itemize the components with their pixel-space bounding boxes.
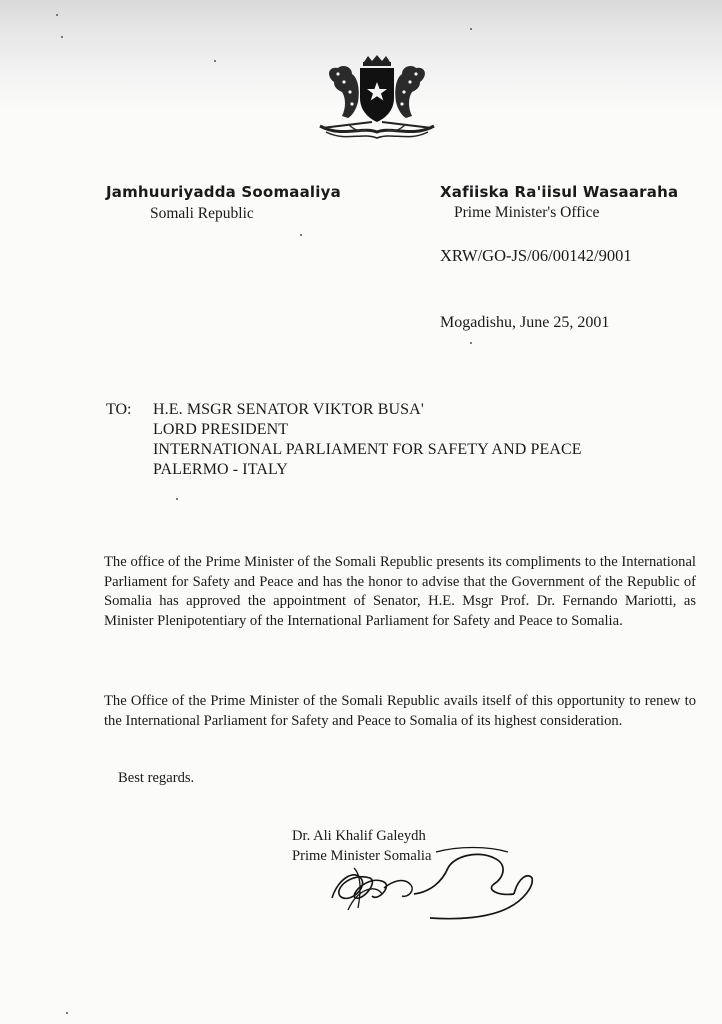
letterhead-pm-office-english: Prime Minister's Office <box>454 204 600 221</box>
recipient-line: INTERNATIONAL PARLIAMENT FOR SAFETY AND PEACE <box>153 441 582 458</box>
coat-of-arms-icon <box>312 52 442 142</box>
letterhead-pm-office-somali: Xafiiska Ra'iisul Wasaaraha <box>440 183 679 201</box>
signatory-title: Prime Minister Somalia <box>292 848 432 864</box>
photocopy-speck <box>300 234 302 236</box>
recipient-line: PALERMO - ITALY <box>153 461 288 478</box>
photocopy-speck <box>214 60 216 62</box>
recipient-line: LORD PRESIDENT <box>153 421 289 438</box>
closing: Best regards. <box>118 770 195 786</box>
letterhead-somali-republic-somali: Jamhuuriyadda Soomaaliya <box>106 183 341 201</box>
photocopy-speck <box>56 14 58 16</box>
reference-number: XRW/GO-JS/06/00142/9001 <box>440 246 632 265</box>
photocopy-speck <box>470 28 472 30</box>
body-paragraph-2: The Office of the Prime Minister of the Somali Republic avails itself of this opportunity to renew to the International Parliament for Safety and Peace to Somalia of its highest consideration. <box>104 693 696 729</box>
recipient-label: TO: <box>106 401 132 418</box>
handwritten-signature-icon <box>318 838 548 928</box>
letterhead-somali-republic-english: Somali Republic <box>150 205 254 222</box>
letter-date: Mogadishu, June 25, 2001 <box>440 314 610 331</box>
recipient-line: H.E. MSGR SENATOR VIKTOR BUSA' <box>153 401 424 418</box>
signatory-name: Dr. Ali Khalif Galeydh <box>292 828 426 844</box>
photocopy-speck <box>470 342 472 344</box>
photocopy-speck <box>66 1012 68 1014</box>
photocopy-speck <box>61 36 63 38</box>
photocopy-speck <box>176 498 178 500</box>
body-paragraph-1: The office of the Prime Minister of the Somali Republic presents its compliments to the International Parliament for Safety and Peace and has the honor to advise that the Government of the Republic of Somalia has approved the appointment of Senator, H.E. Msgr Prof. Dr. Fernando Mariotti, as Minister Plenipotentiary of the International Parliament for Safety and Peace to Somalia. <box>104 554 696 629</box>
